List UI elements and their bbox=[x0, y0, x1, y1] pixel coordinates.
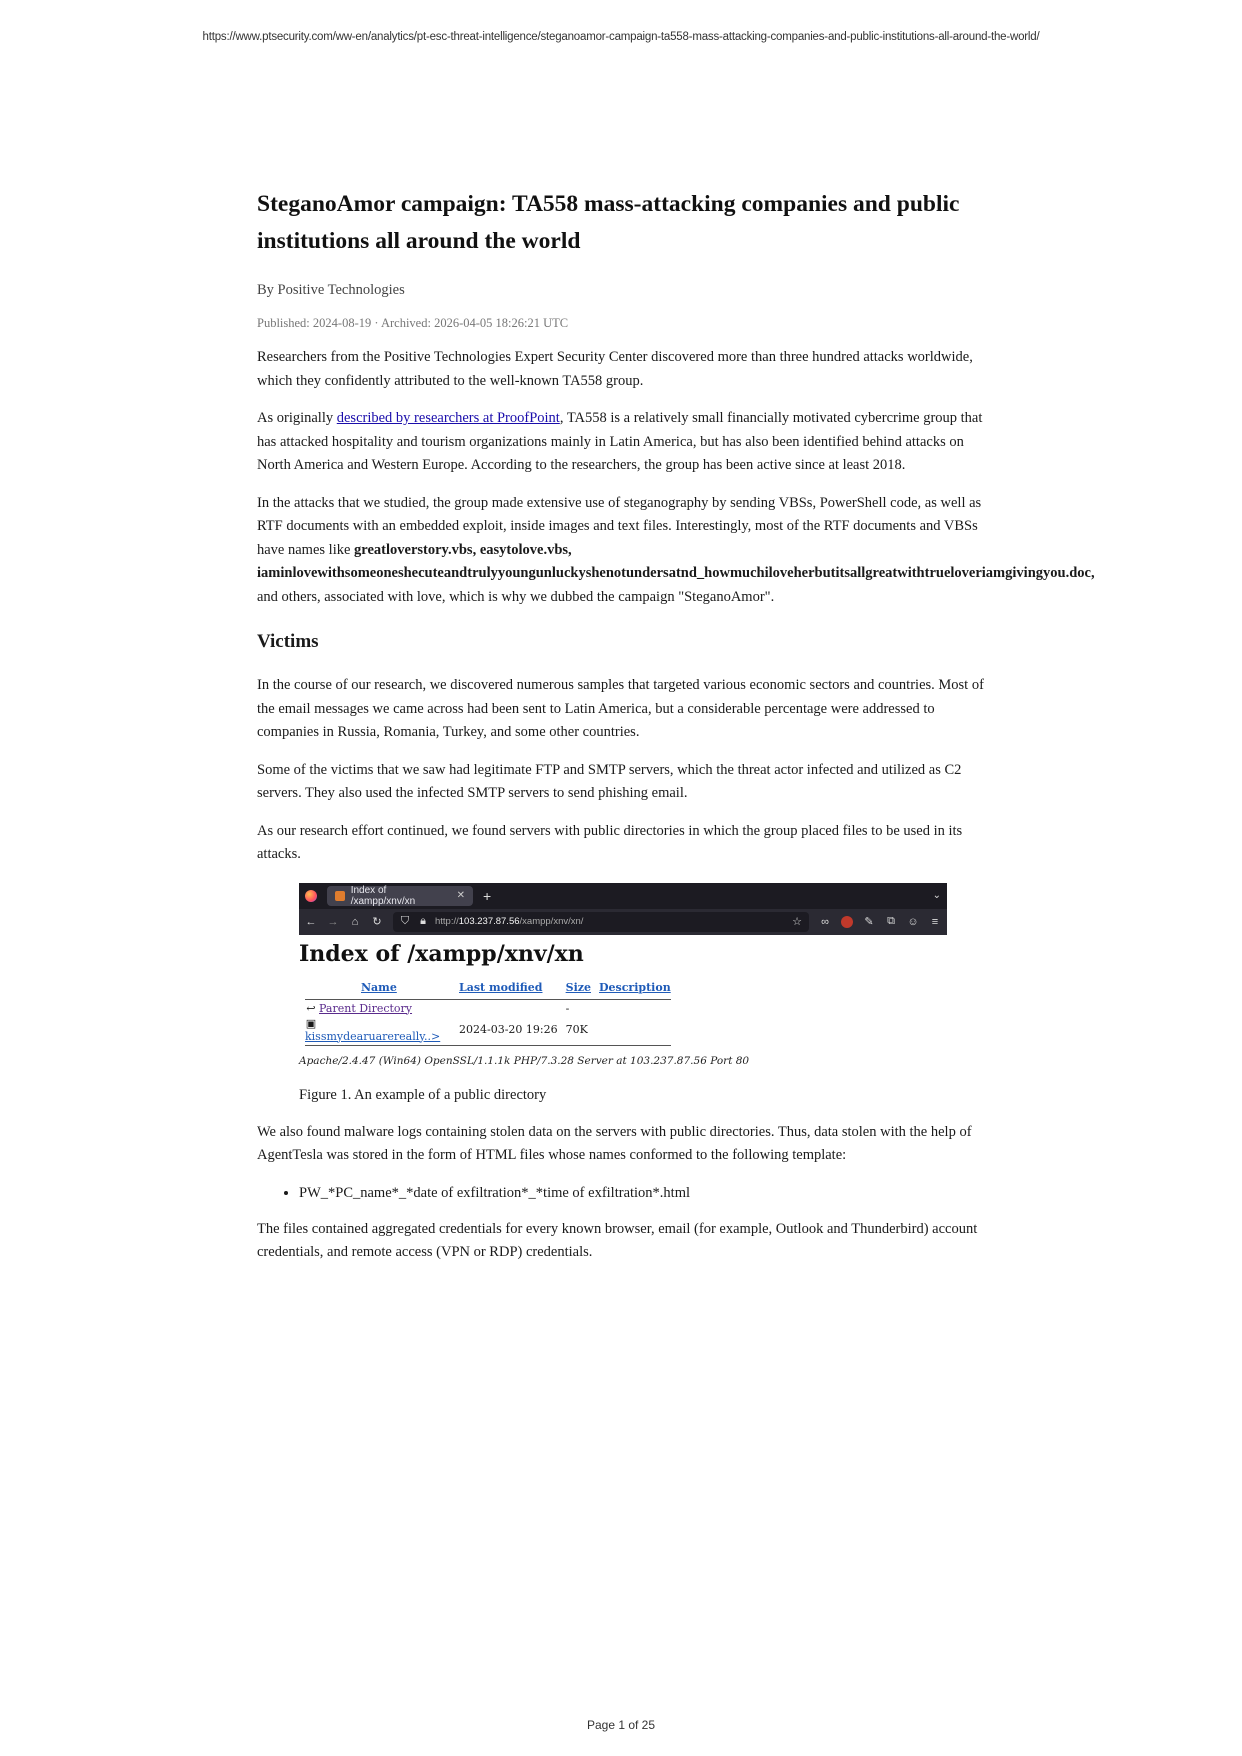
table-row bbox=[301, 1001, 675, 1016]
address-bar[interactable] bbox=[393, 912, 809, 932]
paragraph-text: In the attacks that we studied, the group made extensive use of steganography by sending VBSs, PowerShell code, as well as RTF documents with an embedded exploit, inside images and text files. Interestingly, most of the RTF documents and VBSs have names like bbox=[257, 494, 982, 558]
url-path: /xampp/xnv/xn/ bbox=[519, 916, 584, 927]
close-icon[interactable]: ✕ bbox=[456, 890, 465, 901]
urlbar-actions bbox=[791, 915, 803, 928]
paragraph-text: and others, associated with love, which is why we dubbed the campaign "SteganoAmor". bbox=[257, 588, 775, 605]
cell-size: - bbox=[565, 1001, 570, 1015]
account-icon[interactable]: ☺ bbox=[907, 915, 919, 928]
cell-name bbox=[301, 1001, 562, 1016]
article-meta: Published: 2024-08-19 · Archived: 2026-04-05 18:26:21 UTC bbox=[257, 316, 569, 330]
page-number: Page 1 of 25 bbox=[586, 1718, 656, 1732]
star-icon[interactable]: ☆ bbox=[792, 916, 802, 928]
chevron-down-icon[interactable]: ⌄ bbox=[932, 890, 941, 901]
paragraph-directories: As our research effort continued, we found servers with public directories in which the group placed files to be used in its attacks. bbox=[257, 822, 963, 862]
new-tab-icon[interactable]: + bbox=[483, 887, 492, 904]
table-row bbox=[301, 1016, 675, 1044]
tab-title: Index of /xampp/xnv/xn bbox=[350, 884, 416, 907]
cell-size: 70K bbox=[565, 1023, 588, 1036]
article bbox=[257, 186, 1095, 1265]
file-link[interactable]: kissmydearuarereally..> bbox=[305, 1029, 441, 1043]
paragraph-steganography bbox=[257, 492, 1095, 610]
figure-screenshot bbox=[299, 883, 947, 1067]
listing-title: Index of /xampp/xnv/xn bbox=[299, 940, 584, 967]
list-item: • PW_*PC_name*_*date of exfiltration*_*time of exfiltration*.html bbox=[299, 1182, 997, 1204]
wrench-icon[interactable]: ✎ bbox=[864, 916, 874, 928]
firefox-icon bbox=[305, 890, 317, 902]
article-title: SteganoAmor campaign: TA558 mass-attacking companies and public institutions all around the world bbox=[257, 191, 960, 254]
filename-bold: iaminlovewithsomeoneshecuteandtrulyyoungunluckyshenotundersatnd_howmuchiloveherbutitsallgreatwithtrueloveriamgivingyou.doc, bbox=[257, 565, 1095, 581]
reload-icon[interactable]: ↻ bbox=[372, 916, 382, 928]
favicon-icon bbox=[335, 891, 345, 901]
paragraph-servers: Some of the victims that we saw had legitimate FTP and SMTP servers, which the threat actor infected and utilized as C2 servers. They also used the infected SMTP servers to send phishing email. bbox=[257, 761, 962, 801]
cell-desc bbox=[595, 1001, 675, 1016]
back-arrow-icon: ↩ bbox=[306, 1001, 316, 1015]
template-list bbox=[257, 1182, 997, 1204]
directory-listing bbox=[299, 935, 947, 1067]
column-header[interactable] bbox=[455, 977, 562, 998]
cell-modified: 2024-03-20 19:26 bbox=[459, 1023, 558, 1036]
cell-desc bbox=[595, 1016, 675, 1044]
figure-caption: Figure 1. An example of a public directory bbox=[299, 1086, 547, 1103]
unknown-file-icon: ▣ bbox=[305, 1016, 317, 1030]
filename-bold: greatloverstory.vbs, easytolove.vbs, bbox=[354, 541, 572, 558]
paragraph-proofpoint bbox=[257, 407, 997, 478]
shield-icon: ⛉ bbox=[400, 915, 410, 927]
home-icon[interactable]: ⌂ bbox=[351, 915, 359, 928]
puzzle-icon[interactable]: ⧉ bbox=[887, 915, 895, 927]
browser-tab[interactable] bbox=[327, 886, 473, 906]
url-host: 103.237.87.56 bbox=[458, 916, 520, 927]
server-signature: Apache/2.4.47 (Win64) OpenSSL/1.1.1k PHP/7.3.28 Server at 103.237.87.56 Port 80 bbox=[299, 1054, 750, 1067]
column-link-description[interactable]: Description bbox=[599, 980, 671, 994]
lock-icon: 🔒︎ bbox=[420, 915, 426, 927]
paragraph-intro: Researchers from the Positive Technologies Expert Security Center discovered more than three hundred attacks worldwide, which they confidently attributed to the well-known TA558 group. bbox=[257, 349, 973, 389]
column-link-modified[interactable]: Last modified bbox=[459, 980, 543, 994]
column-header[interactable] bbox=[562, 977, 595, 998]
address-text bbox=[435, 916, 583, 927]
page-url-header: https://www.ptsecurity.com/ww-en/analytics/pt-esc-threat-intelligence/steganoamor-campaign-ta558-mass-attacking-companies-and-public-institutions-all-around-the-world/ bbox=[202, 31, 1040, 43]
paragraph-text: As originally bbox=[257, 410, 337, 426]
column-header[interactable] bbox=[595, 977, 675, 998]
browser-nav-bar bbox=[299, 909, 947, 935]
cell-name bbox=[301, 1016, 455, 1044]
infinity-icon[interactable]: ∞ bbox=[821, 915, 829, 928]
paragraph-malware-logs: We also found malware logs containing stolen data on the servers with public directories. Thus, data stolen with the help of AgentTesla was stored in the form of HTML files whose names conformed to the following template: bbox=[257, 1123, 972, 1163]
divider-row bbox=[301, 1044, 675, 1047]
arrow-right-icon[interactable]: → bbox=[327, 915, 339, 928]
paragraph-victims: In the course of our research, we discovered numerous samples that targeted various economic sectors and countries. Most of the email messages we came across had been sent to Latin America, but a considerable percentage were addressed to companies in Russia, Romania, Turkey, and some other countries. bbox=[257, 677, 984, 740]
browser-tab-bar bbox=[299, 883, 947, 909]
column-header[interactable] bbox=[301, 977, 455, 998]
article-byline: By Positive Technologies bbox=[257, 282, 405, 298]
paragraph-text: , TA558 is a relatively small financially motivated cybercrime group that has attacked hospitality and tourism organizations mainly in Latin America, but has also been identified behind attacks on North America and Western Europe. According to the researchers, the group has been active since at least 2018. bbox=[257, 410, 983, 473]
menu-icon[interactable]: ≡ bbox=[931, 915, 939, 928]
arrow-left-icon[interactable]: ← bbox=[305, 915, 317, 928]
paragraph-credentials: The files contained aggregated credentials for every known browser, email (for example, Outlook and Thunderbird) account credentials, and remote access (VPN or RDP) credentials. bbox=[257, 1220, 978, 1260]
extension-icon[interactable] bbox=[841, 916, 853, 928]
column-link-size[interactable]: Size bbox=[565, 980, 591, 994]
section-heading-victims: Victims bbox=[257, 631, 319, 652]
proofpoint-link[interactable]: described by researchers at ProofPoint bbox=[336, 410, 560, 426]
url-scheme: http:// bbox=[435, 916, 459, 927]
listing-table bbox=[301, 977, 675, 1047]
parent-directory-link[interactable]: Parent Directory bbox=[319, 1001, 413, 1015]
listing-header-row bbox=[301, 977, 675, 998]
column-link-name[interactable]: Name bbox=[361, 980, 397, 994]
